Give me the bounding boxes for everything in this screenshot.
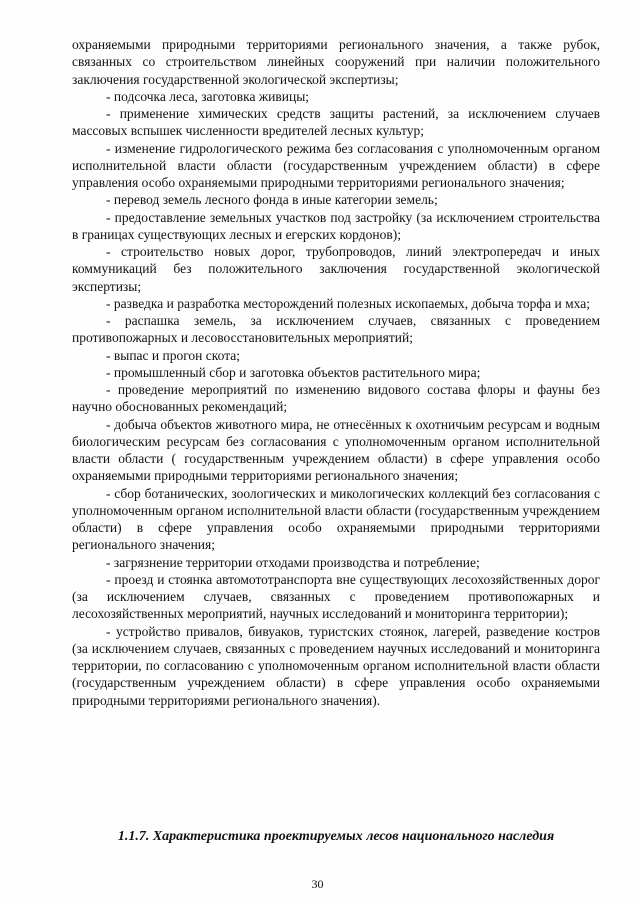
list-item: - перевод земель лесного фонда в иные категории земель; xyxy=(106,192,438,208)
list-item: - промышленный сбор и заготовка объектов растительного мира; xyxy=(106,364,481,380)
list-item: - проезд и стоянка автомототранспорта вне существующих лесохозяйственных дорог (за исключением случаев, связанных с проведением противопожарных и лесохозяйственных мероприятий, научных исследований и мониторинга территории); xyxy=(72,571,600,622)
list-item: - разведка и разработка месторождений полезных ископаемых, добыча торфа и мха; xyxy=(106,295,590,311)
list-item: - предоставление земельных участков под застройку (за исключением строительства в границах существующих лесных и егерских кордонов); xyxy=(72,209,600,242)
section-heading: 1.1.7. Характеристика проектируемых лесов национального наследия xyxy=(117,829,555,844)
list-item: - загрязнение территории отходами производства и потребление; xyxy=(106,554,480,570)
list-item: - проведение мероприятий по изменению видового состава флоры и фауны без научно обоснованных рекомендаций; xyxy=(72,382,600,415)
list-item: - выпас и прогон скота; xyxy=(106,347,241,363)
list-item: - подсочка леса, заготовка живицы; xyxy=(106,88,310,104)
list-item: - изменение гидрологического режима без согласования с уполномоченным органом исполнительной власти области (государственным учреждением области) в сфере управления особо охраняемыми природными территориями регионального значения; xyxy=(72,140,600,190)
list-item: - строительство новых дорог, трубопроводов, линий электропередач и иных коммуникаций без положительного заключения государственной экологической экспертизы; xyxy=(72,244,600,294)
list-item: - устройство привалов, бивуаков, туристских стоянок, лагерей, разведение костров (за исключением случаев, связанных с проведением научных исследований и мониторинга территории, по согласованию с уполномоченным органом исполнительной власти области (государственным учреждением области) в сфере управления особо охраняемыми природными территориями регионального значения). xyxy=(72,623,600,708)
list-item: - сбор ботанических, зоологических и микологических коллекций без согласования с уполномоченным органом исполнительной власти области (государственным учреждением области) в сфере управления особо охраняемыми природными территориями регионального значения; xyxy=(72,485,600,553)
body-text xyxy=(72,36,600,709)
page-number: 30 xyxy=(311,877,324,891)
list-item: - добыча объектов животного мира, не отнесённых к охотничьим ресурсам и водным биологическим ресурсам без согласования с уполномоченным органом исполнительной власти области ( государственным учреждением области) в сфере управления особо охраняемыми природными территориями регионального значения; xyxy=(72,416,600,484)
list-item: - распашка земель, за исключением случаев, связанных с проведением противопожарных и лесовосстановительных мероприятий; xyxy=(72,313,600,346)
list-item: - применение химических средств защиты растений, за исключением случаев массовых вспышек численности вредителей лесных культур; xyxy=(72,106,600,139)
paragraph: охраняемыми природными территориями регионального значения, а также рубок, связанных со строительством линейных сооружений при наличии положительного заключения государственной экологической экспертизы; xyxy=(72,37,600,87)
